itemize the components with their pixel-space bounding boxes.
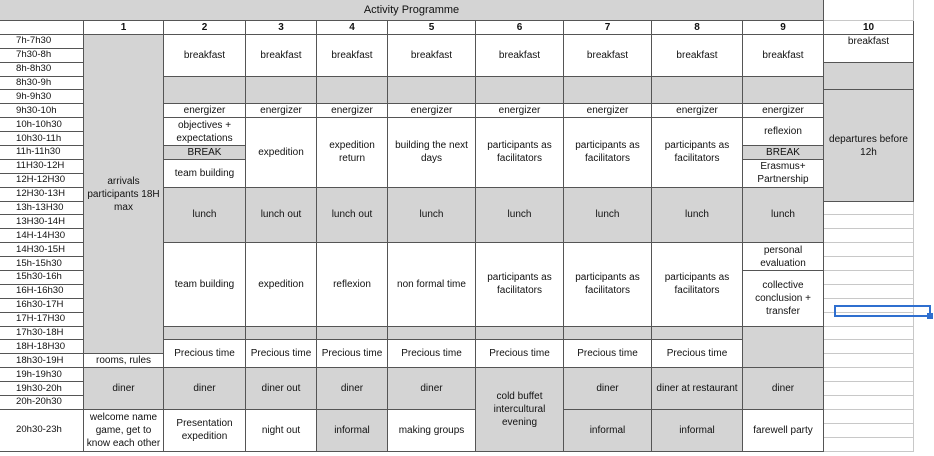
erasmus-cell[interactable]: Erasmus+ Partnership [743,160,824,188]
gap-cell[interactable] [246,327,317,341]
non-formal-time-cell[interactable]: non formal time [388,243,476,326]
expedition-return-cell[interactable]: expedition return [317,118,388,187]
breakfast-cell[interactable]: breakfast [388,35,476,77]
empty-cell[interactable] [824,257,914,271]
gap-cell[interactable] [824,63,914,91]
diner-cell[interactable]: diner [564,368,652,410]
precious-time-cell[interactable]: Precious time [246,340,317,368]
time-cell[interactable]: 13h-13H30 [0,202,84,216]
breakfast-cell[interactable]: breakfast [246,35,317,77]
facilitators-cell[interactable]: participants as facilitators [652,118,743,187]
precious-time-cell[interactable]: Precious time [476,340,564,368]
empty-cell[interactable] [824,0,914,21]
farewell-party-cell[interactable]: farewell party [743,410,824,452]
facilitators-cell[interactable]: participants as facilitators [476,118,564,187]
precious-time-cell[interactable]: Precious time [652,340,743,368]
empty-cell[interactable] [824,202,914,216]
objectives-cell[interactable]: objectives + expectations [164,118,246,146]
day-header-9[interactable]: 9 [743,21,824,35]
day-header-10[interactable]: 10 [824,21,914,35]
time-cell[interactable]: 7h-7h30 [0,35,84,49]
time-cell[interactable]: 17h30-18H [0,327,84,341]
day-header-6[interactable]: 6 [476,21,564,35]
cell-selection-outline[interactable] [834,305,931,317]
facilitators-cell[interactable]: participants as facilitators [564,118,652,187]
breakfast-cell[interactable]: breakfast [652,35,743,77]
arrivals-text: arrivals participants 18H max [87,175,160,213]
cold-buffet-text: cold buffet intercultural evening [493,390,546,428]
lunch-cell[interactable]: lunch [476,188,564,244]
empty-cell[interactable] [824,368,914,382]
time-cell[interactable]: 20h30-23h [0,410,84,452]
time-cell[interactable]: 11h-11h30 [0,146,84,160]
day-header-7[interactable]: 7 [564,21,652,35]
gap-cell[interactable] [564,327,652,341]
gap-cell[interactable] [246,77,317,105]
breakfast-cell[interactable]: breakfast [824,35,914,63]
time-cell[interactable]: 11H30-12H [0,160,84,174]
energizer-cell[interactable]: energizer [388,104,476,118]
day-header-2[interactable]: 2 [164,21,246,35]
diner-cell[interactable]: diner [388,368,476,410]
informal-cell[interactable]: informal [317,410,388,452]
empty-cell[interactable] [824,424,914,438]
breakfast-cell[interactable]: breakfast [476,35,564,77]
day1-arrivals-cell[interactable] [84,35,164,354]
day-header-1[interactable]: 1 [84,21,164,35]
energizer-cell[interactable]: energizer [317,104,388,118]
empty-cell[interactable] [824,396,914,410]
programme-title: Activity Programme [363,3,460,16]
precious-time-cell[interactable]: Precious time [564,340,652,368]
energizer-cell[interactable]: energizer [564,104,652,118]
time-cell[interactable]: 14H30-15H [0,243,84,257]
diner-out-cell[interactable]: diner out [246,368,317,410]
departures-cell[interactable]: departures before 12h [824,90,914,201]
break-cell[interactable]: BREAK [164,146,246,160]
time-cell[interactable]: 12H30-13H [0,188,84,202]
reflexion-cell[interactable]: reflexion [743,118,824,146]
reflexion-cell[interactable]: reflexion [317,243,388,326]
facilitators-cell[interactable]: participants as facilitators [652,243,743,326]
break-cell[interactable]: BREAK [743,146,824,160]
gap-cell[interactable] [476,77,564,105]
gap-cell[interactable] [317,327,388,341]
diner-cell[interactable]: diner [743,368,824,410]
time-cell[interactable]: 7h30-8h [0,49,84,63]
day-header-3[interactable]: 3 [246,21,317,35]
empty-cell[interactable] [824,215,914,229]
lunch-out-cell[interactable]: lunch out [317,188,388,244]
time-cell[interactable]: 9h30-10h [0,104,84,118]
precious-time-cell[interactable]: Precious time [317,340,388,368]
gap-cell[interactable] [388,327,476,341]
presentation-cell[interactable]: Presentation expedition [164,410,246,452]
time-cell[interactable]: 16h30-17H [0,299,84,313]
expedition-cell[interactable]: expedition [246,243,317,326]
breakfast-cell[interactable]: breakfast [317,35,388,77]
day1-evening-cell[interactable]: welcome name game, get to know each other [84,410,164,452]
time-cell[interactable]: 9h-9h30 [0,90,84,104]
cold-buffet-cell[interactable] [476,368,564,451]
empty-cell[interactable] [824,229,914,243]
informal-cell[interactable]: informal [564,410,652,452]
energizer-cell[interactable]: energizer [476,104,564,118]
gap-cell[interactable] [652,77,743,105]
empty-cell[interactable] [824,243,914,257]
lunch-cell[interactable]: lunch [743,188,824,244]
time-cell[interactable]: 20h-20h30 [0,396,84,410]
facilitators-cell[interactable]: participants as facilitators [564,243,652,326]
empty-cell[interactable] [824,271,914,285]
precious-time-cell[interactable]: Precious time [388,340,476,368]
time-cell[interactable]: 19h-19h30 [0,368,84,382]
title-cell[interactable] [0,0,824,21]
time-cell[interactable]: 16H-16h30 [0,285,84,299]
lunch-cell[interactable]: lunch [388,188,476,244]
informal-cell[interactable]: informal [652,410,743,452]
facilitators-cell[interactable]: participants as facilitators [476,243,564,326]
making-groups-cell[interactable]: making groups [388,410,476,452]
gap-cell[interactable] [743,77,824,105]
diner-restaurant-cell[interactable]: diner at restaurant [652,368,743,410]
energizer-cell[interactable]: energizer [652,104,743,118]
empty-cell[interactable] [824,327,914,341]
time-cell[interactable]: 13H30-14H [0,215,84,229]
time-cell[interactable]: 12H-12H30 [0,174,84,188]
gap-cell[interactable] [652,327,743,341]
energizer-cell[interactable]: energizer [743,104,824,118]
empty-cell[interactable] [824,354,914,368]
precious-time-cell[interactable]: Precious time [164,340,246,368]
team-building-cell[interactable]: team building [164,243,246,326]
gap-cell[interactable] [164,327,246,341]
expedition-cell[interactable]: expedition [246,118,317,187]
time-cell[interactable]: 18H-18H30 [0,340,84,354]
empty-cell[interactable] [824,285,914,299]
lunch-cell[interactable]: lunch [564,188,652,244]
breakfast-cell[interactable]: breakfast [743,35,824,77]
time-cell[interactable]: 19h30-20h [0,382,84,396]
breakfast-cell[interactable]: breakfast [164,35,246,77]
gap-cell[interactable] [476,327,564,341]
gap-cell[interactable] [388,77,476,105]
time-cell[interactable]: 15h-15h30 [0,257,84,271]
gap-cell[interactable] [743,327,824,369]
collective-conclusion-cell[interactable]: collective conclusion + transfer [743,271,824,327]
building-next-days-cell[interactable]: building the next days [388,118,476,187]
lunch-cell[interactable]: lunch [652,188,743,244]
time-cell[interactable]: 8h30-9h [0,77,84,91]
empty-cell[interactable] [824,438,914,452]
day-header-4[interactable]: 4 [317,21,388,35]
gap-cell[interactable] [564,77,652,105]
empty-cell[interactable] [824,340,914,354]
energizer-cell[interactable]: energizer [246,104,317,118]
empty-cell[interactable] [824,410,914,424]
team-building-cell[interactable]: team building [164,160,246,188]
empty-cell[interactable] [824,382,914,396]
personal-evaluation-cell[interactable]: personal evaluation [743,243,824,271]
diner-cell[interactable]: diner [317,368,388,410]
diner-cell[interactable]: diner [164,368,246,410]
day-header-5[interactable]: 5 [388,21,476,35]
time-cell[interactable]: 10h-10h30 [0,118,84,132]
time-cell[interactable]: 8h-8h30 [0,63,84,77]
fill-handle[interactable] [927,313,933,319]
day1-diner-cell[interactable]: diner [84,368,164,410]
time-cell[interactable]: 14H-14H30 [0,229,84,243]
gap-cell[interactable] [317,77,388,105]
lunch-out-cell[interactable]: lunch out [246,188,317,244]
time-cell[interactable]: 15h30-16h [0,271,84,285]
gap-cell[interactable] [164,77,246,105]
time-cell[interactable]: 10h30-11h [0,132,84,146]
time-cell[interactable]: 17H-17H30 [0,313,84,327]
corner-cell[interactable] [0,21,84,35]
day1-rooms-cell[interactable]: rooms, rules [84,354,164,368]
day-header-8[interactable]: 8 [652,21,743,35]
lunch-cell[interactable]: lunch [164,188,246,244]
breakfast-cell[interactable]: breakfast [564,35,652,77]
time-cell[interactable]: 18h30-19H [0,354,84,368]
night-out-cell[interactable]: night out [246,410,317,452]
energizer-cell[interactable]: energizer [164,104,246,118]
